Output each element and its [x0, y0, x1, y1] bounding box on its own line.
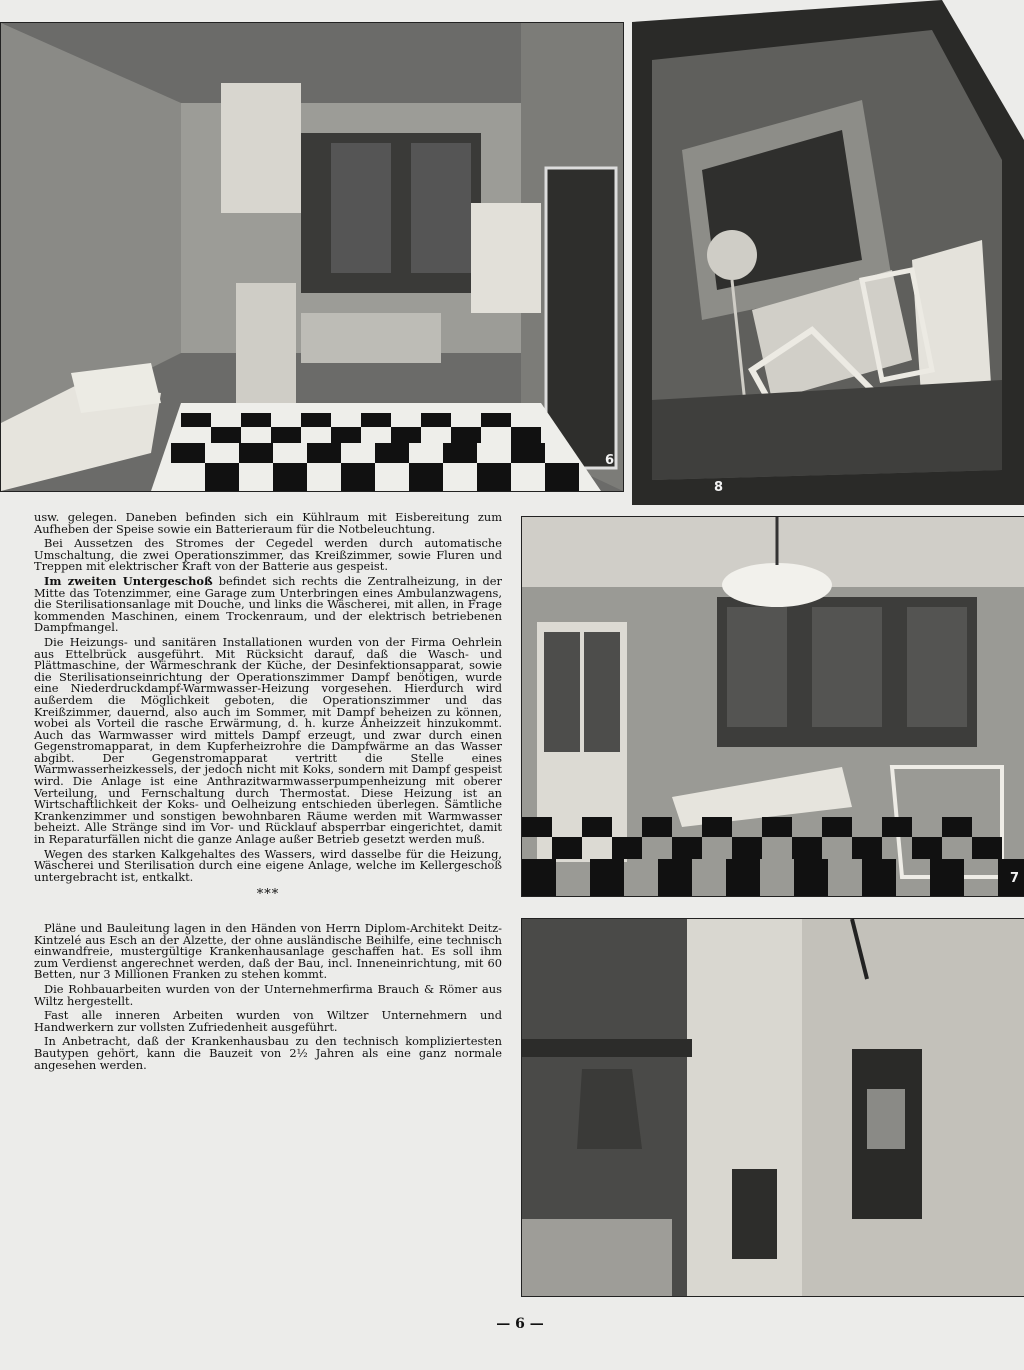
photo-xray-illustration [522, 919, 1024, 1296]
photo-8-number: 8 [714, 480, 724, 495]
photo-7-illustration [522, 517, 1024, 896]
photo-sterilisation-room [0, 22, 624, 492]
paragraph-4: Die Heizungs- und sanitären Installationen wurden von der Firma Oehrlein aus Ettelbrück ausgeführt. Mit Rücksicht darauf, daß die Wasch- und Plättmaschine, der Wärmeschrank der Küche, der Desinfektionsapparat, sowie die Sterilisationseinrichtung der Operationszimmer Dampf benötigen, wurde eine Niederdruckdampf-Warmwasser-Heizung vorgesehen. Hierdurch wird außerdem die Möglichkeit geboten, die Operationszimmer und das Kreißzimmer, dauernd, also auch im Sommer, mit Dampf beheizen zu können, wobei als Vorteil die rasche Erwärmung, d. h. kurze Anheizzeit hinzukommt. Auch das Warmwasser wird mittels Dampf erzeugt, und zwar durch einen Gegenstromapparat, in dem Kupferheizrohre die Dampfwärme an das Wasser abgibt. Der Gegenstromapparat vertritt die Stelle eines Warmwasserheizkessels, der jedoch nicht mit Koks, sondern mit Dampf gespeist wird. Die Anlage ist eine Anthrazitwarmwasserpumpenheizung mit oberer Verteilung, und Fernschaltung durch Thermostat. Diese Heizung ist an Wirtschaftlichkeit der Koks- und Oelheizung entschieden überlegen. Sämtliche Krankenzimmer und sonstigen bewohnbaren Räume werden mit Warmwasser beheizt. Alle Stränge sind im Vor- und Rücklauf absperrbar eingerichtet, damit in Reparaturfällen nicht die ganze Anlage außer Betrieb gesetzt werden muß. [34, 634, 502, 847]
photo-6-illustration [1, 23, 623, 491]
page-number: — 6 — [496, 1316, 544, 1332]
paragraph-7: Die Rohbauarbeiten wurden von der Unternehmerfirma Brauch & Römer aus Wiltz hergestellt. [34, 981, 502, 1008]
paragraph-2: Bei Aussetzen des Stromes der Cegedel werden durch automatische Umschaltung, die zwei Operationszimmer, das Kreißzimmer, sowie Fluren und Treppen mit elektrischer Kraft von der Batterie aus gespeist. [34, 536, 502, 574]
paragraph-9: In Anbetracht, daß der Krankenhausbau zu den technisch kompliziertesten Bautypen gehört, kann die Bauzeit von 2½ Jahren als eine ganz normale angesehen werden. [34, 1034, 502, 1072]
article-body [34, 512, 502, 1074]
photo-8-illustration [632, 0, 1024, 505]
photo-6-number: 6 [605, 453, 615, 468]
paragraph-8: Fast alle inneren Arbeiten wurden von Wiltzer Unternehmern und Handwerkern zur vollsten Zufriedenheit ausgeführt. [34, 1008, 502, 1034]
photo-xray-room [521, 918, 1024, 1297]
paragraph-3-text: befindet sich rechts die Zentralheizung, in der Mitte das Totenzimmer, eine Garage zum Unterbringen eines Ambulanzwagens, die Sterilisationsanlage mit Douche, und links die Wäscherei, mit allen, in Frage kommenden Maschinen, einem Trockenraum, und der elektrisch betriebenen Dampfmangel. [34, 573, 502, 635]
paragraph-3-lead: Im zweiten Untergeschoß [44, 573, 213, 588]
section-separator: *** [256, 887, 280, 903]
paragraph-6: Pläne und Bauleitung lagen in den Händen von Herrn Diplom-Architekt Deitz-Kintzelé aus Esch an der Alzette, der ohne ausländische Beihilfe, eine technisch einwandfreie, mustergültige Krankenhausanlage geschaffen hat. Es soll ihm zum Verdienst angerechnet werden, daß der Bau, incl. Inneneinrichtung, mit 60 Betten, nur 3 Millionen Franken zu stehen kommt. [34, 921, 502, 982]
paragraph-1: usw. gelegen. Daneben befinden sich ein Kühlraum mit Eisbereitung zum Aufheben der Speise sowie ein Batterieraum für die Notbeleuchtung. [34, 510, 502, 536]
checker-floor [151, 403, 601, 491]
paragraph-5: Wegen des starken Kalkgehaltes des Wassers, wird dasselbe für die Heizung, Wäscherei und Sterilisation durch eine eigene Anlage, welche im Kellergeschoß untergebracht ist, entkalkt. [34, 846, 502, 884]
photo-7-number: 7 [1010, 871, 1020, 886]
photo-delivery-room [632, 0, 1024, 505]
photo-operating-room [521, 516, 1024, 897]
paragraph-3 [34, 573, 502, 635]
